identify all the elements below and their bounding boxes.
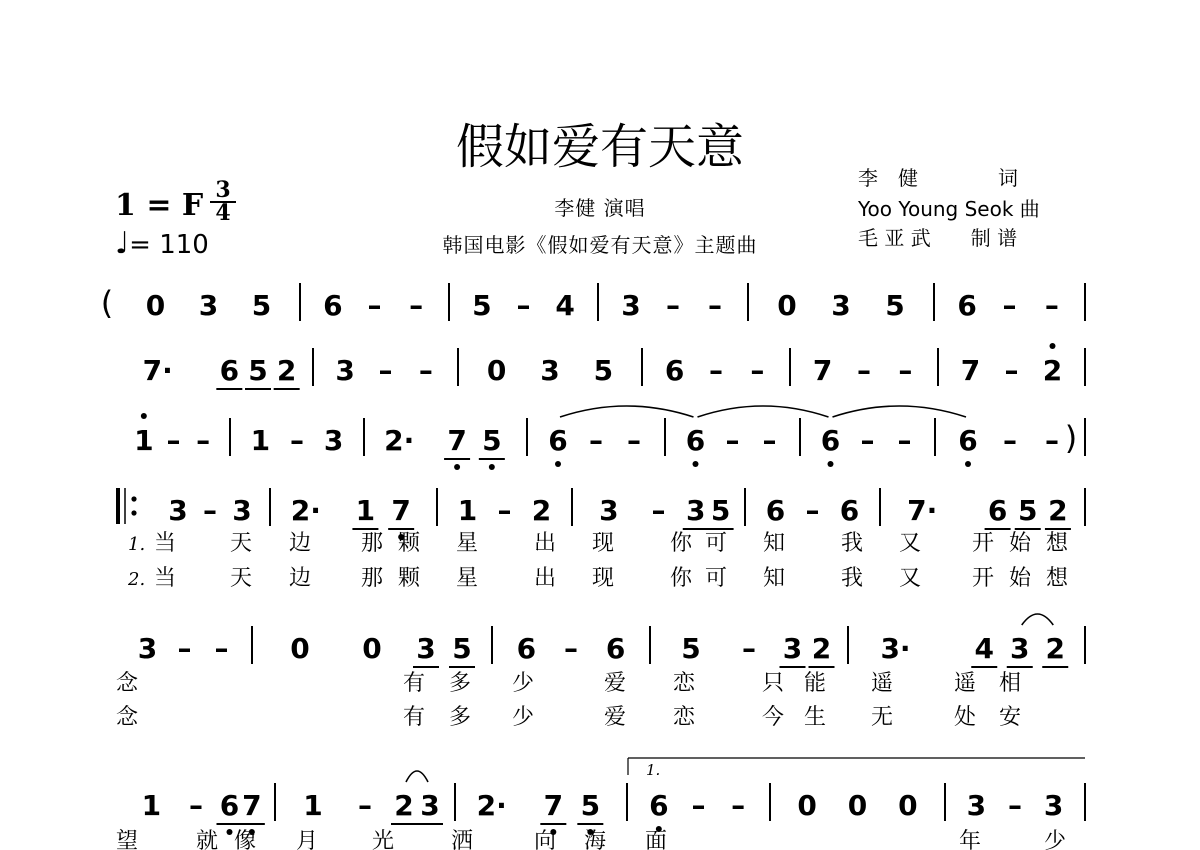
note-number: 3 (198, 289, 219, 322)
low-octave-dot (227, 829, 233, 835)
note-number: 6 (219, 789, 240, 822)
note-number: 4 (974, 632, 994, 665)
lyric-syllable: 有 (402, 705, 426, 730)
repeat-dot (131, 510, 136, 515)
note-number: 3· (880, 632, 911, 665)
lyric-syllable: 有 (402, 671, 426, 696)
note-number: 1 (250, 424, 271, 457)
lyric-syllable: 当 (153, 531, 177, 556)
note-number: 2 (811, 632, 832, 665)
sustain-dash: – (1002, 289, 1017, 322)
performer-credit: 李健 演唱 (554, 196, 646, 220)
note-number: 0 (290, 632, 310, 665)
note-number: 5 (452, 632, 472, 665)
lyric-syllable: 我 (840, 566, 864, 591)
lyric-syllable: 你 (669, 531, 693, 556)
note-number: 7· (142, 354, 173, 387)
note-number: 6 (765, 494, 786, 527)
tempo-value: = 110 (129, 230, 209, 260)
lyric-syllable: 可 (704, 531, 728, 556)
lyric-syllable: 相 (998, 671, 1022, 696)
note-number: 3 (540, 354, 560, 387)
sustain-dash: – (418, 354, 433, 387)
lyric-syllable: 生 (803, 705, 827, 730)
note-number: 6 (987, 494, 1008, 527)
high-octave-dot (141, 413, 147, 419)
tie-slur (406, 771, 428, 782)
note-number: 5 (580, 789, 601, 822)
note-number: 5 (593, 354, 614, 387)
lyric-syllable: 面 (644, 829, 668, 850)
note-number: 6 (548, 424, 568, 457)
lyric-syllable: 出 (533, 531, 557, 556)
sustain-dash: – (742, 632, 756, 665)
sustain-dash: – (1008, 789, 1022, 822)
note-number: 2· (476, 789, 507, 822)
lyric-syllable: 无 (870, 705, 894, 730)
tie-slur (698, 406, 829, 417)
lyric-syllable: 多 (448, 671, 472, 696)
lyric-syllable: 天 (229, 531, 253, 556)
lyric-syllable: 像 (233, 829, 257, 850)
sustain-dash: – (214, 632, 229, 665)
lyric-syllable: 处 (953, 705, 977, 730)
note-number: 5 (885, 289, 905, 322)
lyric-syllable: 你 (669, 566, 693, 591)
note-number: 1 (303, 789, 323, 822)
low-octave-dot (454, 464, 460, 470)
lyric-syllable: 安 (998, 705, 1022, 730)
sustain-dash: – (1044, 289, 1059, 322)
sustain-dash: – (367, 289, 382, 322)
sustain-dash: – (516, 289, 531, 322)
lyric-syllable: 今 (761, 705, 785, 730)
lyric-syllable: 年 (958, 829, 982, 850)
low-octave-dot (693, 461, 699, 467)
lyric-syllable: 可 (704, 566, 728, 591)
sustain-dash: – (166, 424, 181, 457)
note-number: 3 (137, 632, 158, 665)
sustain-dash: – (762, 424, 777, 457)
sustain-dash: – (731, 789, 746, 822)
note-number: 6 (323, 289, 343, 322)
sustain-dash: – (750, 354, 765, 387)
note-number: 7· (907, 494, 938, 527)
note-number: 4 (555, 289, 575, 322)
lyric-syllable: 知 (762, 566, 786, 591)
note-number: 6 (820, 424, 841, 457)
note-number: 0 (486, 354, 507, 387)
lyric-syllable: 就 (195, 829, 219, 850)
lyric-syllable: 月 (295, 829, 319, 850)
note-number: 5 (472, 289, 492, 322)
note-number: 0 (145, 289, 166, 322)
tie-slur (1022, 614, 1054, 625)
sustain-dash: – (627, 424, 641, 457)
note-number: 3 (966, 789, 987, 822)
lyric-syllable: 始 (1008, 566, 1032, 591)
lyric-syllable: 恋 (672, 705, 696, 730)
low-octave-dot (828, 461, 834, 467)
note-number: 3 (168, 494, 188, 527)
note-number: 6 (958, 424, 978, 457)
parenthesis: ( (100, 284, 114, 322)
sustain-dash: – (1004, 354, 1019, 387)
lyric-syllable: 想 (1045, 566, 1069, 591)
note-number: 0 (847, 789, 868, 822)
lyric-syllable: 边 (288, 531, 312, 556)
note-number: 3 (1010, 632, 1030, 665)
sustain-dash: – (203, 494, 217, 527)
note-number: 6 (685, 424, 706, 457)
lyric-syllable: 遥 (953, 671, 977, 696)
lyric-syllable: 遥 (870, 671, 894, 696)
sustain-dash: – (898, 354, 913, 387)
note-number: 3 (416, 632, 436, 665)
note-number: 0 (797, 789, 817, 822)
lyric-syllable: 爱 (603, 705, 627, 730)
sustain-dash: – (709, 354, 723, 387)
sustain-dash: – (589, 424, 603, 457)
sustain-dash: – (708, 289, 722, 322)
sustain-dash: – (409, 289, 424, 322)
lyricist-credit: 李 健 词 (858, 166, 1018, 190)
note-number: 2 (276, 354, 297, 387)
tie-slur (560, 406, 694, 417)
lyric-syllable: 开 (971, 566, 995, 591)
lyric-syllable: 又 (898, 566, 922, 591)
note-number: 3 (599, 494, 619, 527)
note-number: 7 (543, 789, 564, 822)
key-signature: 1 = F (115, 188, 204, 223)
note-number: 6 (957, 289, 977, 322)
lyric-syllable: 少 (511, 671, 535, 696)
note-number: 3 (335, 354, 355, 387)
high-octave-dot (1050, 343, 1056, 349)
sustain-dash: – (189, 789, 203, 822)
note-number: 2 (1048, 494, 1068, 527)
lyric-syllable: 我 (840, 531, 864, 556)
lyric-syllable: 出 (533, 566, 557, 591)
quarter-note-icon: ♩ (115, 226, 130, 261)
note-number: 7 (812, 354, 833, 387)
score-title: 假如爱有天意 (455, 119, 744, 175)
lyric-syllable: 向 (533, 829, 557, 850)
sustain-dash: – (290, 424, 304, 457)
lyric-syllable: 爱 (603, 671, 627, 696)
lyric-syllable: 星 (455, 566, 479, 591)
sustain-dash: – (725, 424, 740, 457)
sustain-dash: – (497, 494, 512, 527)
lyric-syllable: 恋 (672, 671, 696, 696)
lyric-syllable: 海 (583, 829, 607, 850)
note-number: 0 (898, 789, 918, 822)
low-octave-dot (555, 461, 561, 467)
sustain-dash: – (564, 632, 578, 665)
lyric-syllable: 边 (288, 566, 312, 591)
arranger-credit: 毛 亚 武 制 谱 (858, 226, 1018, 250)
note-number: 7 (960, 354, 981, 387)
lyric-syllable: 始 (1008, 531, 1032, 556)
note-number: 6 (664, 354, 685, 387)
tie-slur (833, 406, 967, 417)
note-number: 1 (457, 494, 478, 527)
lyric-syllable: 开 (971, 531, 995, 556)
lyric-syllable: 天 (229, 566, 253, 591)
lyric-syllable: 望 (115, 829, 139, 850)
verse-number: 1. (128, 534, 146, 555)
sustain-dash: – (358, 789, 372, 822)
note-number: 3 (621, 289, 641, 322)
lyric-syllable: 念 (115, 705, 139, 730)
lyric-syllable: 那 (360, 566, 384, 591)
note-number: 7 (242, 789, 262, 822)
note-number: 5 (482, 424, 502, 457)
lyric-syllable: 少 (1043, 829, 1067, 850)
note-number: 5 (1018, 494, 1038, 527)
lyric-syllable: 现 (591, 531, 615, 556)
note-number: 5 (681, 632, 701, 665)
score-subtitle: 韩国电影《假如爱有天意》主题曲 (442, 233, 758, 257)
sustain-dash: – (897, 424, 912, 457)
note-number: 3 (232, 494, 252, 527)
lyric-syllable: 光 (371, 829, 395, 850)
note-number: 0 (362, 632, 382, 665)
parenthesis: ) (1064, 419, 1078, 457)
sustain-dash: – (860, 424, 875, 457)
sustain-dash: – (651, 494, 666, 527)
volta-number: 1. (646, 761, 661, 779)
note-number: 2· (290, 494, 321, 527)
note-number: 2 (1045, 632, 1065, 665)
time-signature-bottom: 4 (210, 201, 236, 224)
lyric-syllable: 颗 (397, 531, 421, 556)
sustain-dash: – (857, 354, 871, 387)
lyric-syllable: 现 (591, 566, 615, 591)
lyric-syllable: 少 (511, 705, 535, 730)
lyric-syllable: 那 (360, 531, 384, 556)
note-number: 3 (323, 424, 344, 457)
sustain-dash: – (1003, 424, 1017, 457)
note-number: 6 (516, 632, 537, 665)
sustain-dash: – (666, 289, 680, 322)
sustain-dash: – (177, 632, 192, 665)
low-octave-dot (965, 461, 971, 467)
verse-number: 2. (128, 569, 146, 590)
lyric-syllable: 洒 (450, 829, 474, 850)
note-number: 1 (355, 494, 376, 527)
sustain-dash: – (691, 789, 706, 822)
note-number: 7 (447, 424, 467, 457)
lyric-syllable: 多 (448, 705, 472, 730)
low-octave-dot (489, 464, 495, 470)
sustain-dash: – (1045, 424, 1059, 457)
note-number: 3 (831, 289, 851, 322)
composer-credit: Yoo Young Seok 曲 (858, 197, 1040, 221)
note-number: 1 (141, 789, 162, 822)
lyric-syllable: 知 (762, 531, 786, 556)
lyric-syllable: 星 (455, 531, 479, 556)
note-number: 3 (782, 632, 803, 665)
note-number: 3 (686, 494, 706, 527)
note-number: 0 (777, 289, 797, 322)
note-number: 2· (384, 424, 415, 457)
lyric-syllable: 想 (1045, 531, 1069, 556)
lyric-syllable: 颗 (397, 566, 421, 591)
sustain-dash: – (805, 494, 820, 527)
lyric-syllable: 念 (115, 671, 139, 696)
note-number: 3 (420, 789, 440, 822)
note-number: 3 (1043, 789, 1064, 822)
note-number: 2 (394, 789, 414, 822)
note-number: 2 (531, 494, 552, 527)
lyric-syllable: 又 (898, 531, 922, 556)
note-number: 6 (605, 632, 626, 665)
note-number: 5 (248, 354, 268, 387)
lyric-syllable: 能 (803, 671, 827, 696)
note-number: 5 (710, 494, 731, 527)
repeat-dot (131, 496, 136, 501)
sustain-dash: – (378, 354, 393, 387)
note-number: 6 (649, 789, 669, 822)
note-number: 7 (391, 494, 411, 527)
note-number: 2 (1042, 354, 1063, 387)
note-number: 6 (839, 494, 860, 527)
note-number: 5 (251, 289, 272, 322)
time-signature-top: 3 (215, 177, 231, 203)
sustain-dash: – (196, 424, 211, 457)
note-number: 6 (219, 354, 240, 387)
note-number: 1 (134, 424, 154, 457)
lyric-syllable: 当 (153, 566, 177, 591)
lyric-syllable: 只 (761, 671, 785, 696)
